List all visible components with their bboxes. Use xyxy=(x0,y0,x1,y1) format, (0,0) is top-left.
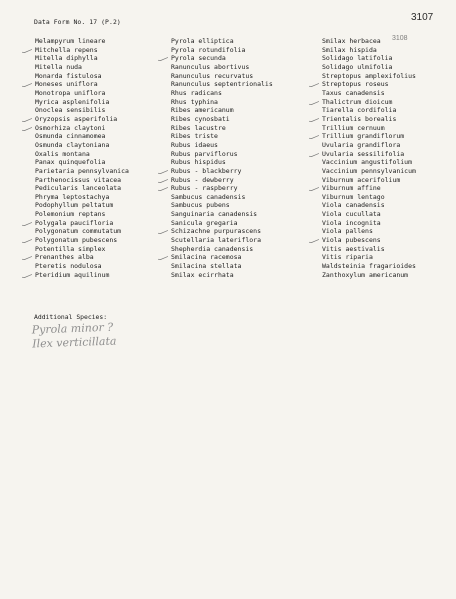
species-name: Polemonium reptans xyxy=(35,210,106,219)
species-name: Pteretis nodulosa xyxy=(35,262,102,271)
species-name: Waldsteinia fragarioides xyxy=(322,262,416,271)
species-name: Mitella diphylla xyxy=(35,54,98,63)
species-row xyxy=(171,37,273,46)
species-row xyxy=(171,54,273,63)
species-row xyxy=(322,63,416,72)
species-name: Sambucus pubens xyxy=(171,201,230,210)
species-name: Sanguinaria canadensis xyxy=(171,210,258,219)
species-name: Potentilla simplex xyxy=(35,244,106,253)
species-name: Ranunculus recurvatus xyxy=(171,71,254,80)
species-name: Myrica asplenifolia xyxy=(35,97,110,106)
species-name: Viburnum lentago xyxy=(322,192,385,201)
species-row xyxy=(322,141,416,150)
species-name: Vaccinium angustifolium xyxy=(322,158,413,167)
checkmark-icon xyxy=(22,83,32,87)
species-row xyxy=(322,72,416,81)
species-row xyxy=(322,158,416,167)
species-name: Rhus typhina xyxy=(171,97,218,106)
species-name: Ribes lacustre xyxy=(171,123,226,132)
species-row xyxy=(171,72,273,81)
species-name: Vitis riparia xyxy=(322,253,373,262)
species-name: Rubus parviflorus xyxy=(171,149,238,158)
species-name: Ribes triste xyxy=(171,132,218,141)
species-row xyxy=(171,132,273,141)
checkmark-icon xyxy=(158,57,168,61)
species-row xyxy=(35,72,129,81)
species-row xyxy=(35,219,129,228)
species-name: Sanicula gregaria xyxy=(171,218,238,227)
checkmark-icon xyxy=(22,127,32,131)
species-name: Rubus idaeus xyxy=(171,140,218,149)
species-row xyxy=(35,46,129,55)
species-name: Viola incognita xyxy=(322,218,381,227)
species-name: Solidago latifolia xyxy=(322,54,393,63)
species-name: Rubus - blackberry xyxy=(171,166,242,175)
species-name: Ribes cynosbati xyxy=(171,114,230,123)
species-name: Pyrola secunda xyxy=(171,54,226,63)
species-row xyxy=(322,98,416,107)
species-name: Viburnum affine xyxy=(322,184,381,193)
species-row xyxy=(171,271,273,280)
species-row xyxy=(35,115,129,124)
checkmark-icon xyxy=(158,170,168,174)
species-name: Prenanthes alba xyxy=(35,253,94,262)
species-name: Pedicularis lanceolata xyxy=(35,184,122,193)
species-row xyxy=(322,176,416,185)
species-name: Parthenocissus vitacea xyxy=(35,175,122,184)
species-name: Ranunculus septentrionalis xyxy=(171,80,273,89)
species-row xyxy=(171,167,273,176)
species-name: Viburnum acerifolium xyxy=(322,175,401,184)
species-row xyxy=(171,158,273,167)
species-row xyxy=(322,210,416,219)
species-name: Polygonatum pubescens xyxy=(35,236,118,245)
species-name: Shepherdia canadensis xyxy=(171,244,254,253)
species-row xyxy=(171,176,273,185)
species-name: Tiarella cordifolia xyxy=(322,106,397,115)
species-row xyxy=(322,80,416,89)
species-row xyxy=(35,245,129,254)
species-name: Monarda fistulosa xyxy=(35,71,102,80)
species-row xyxy=(171,115,273,124)
species-row xyxy=(322,271,416,280)
checkmark-icon xyxy=(158,256,168,260)
species-name: Ranunculus abortivus xyxy=(171,62,250,71)
species-row xyxy=(171,253,273,262)
checkmark-icon xyxy=(309,153,319,157)
species-row xyxy=(35,132,129,141)
species-row xyxy=(322,201,416,210)
species-row xyxy=(322,184,416,193)
checkmark-icon xyxy=(22,222,32,226)
species-name: Ribes americanum xyxy=(171,106,234,115)
checkmark-icon xyxy=(158,187,168,191)
checkmark-icon xyxy=(22,49,32,53)
species-name: Uvularia sessilifolia xyxy=(322,149,405,158)
species-name: Rubus - raspberry xyxy=(171,184,238,193)
species-row xyxy=(322,54,416,63)
species-name: Podophyllum peltatum xyxy=(35,201,114,210)
species-name: Osmunda cinnamomea xyxy=(35,132,106,141)
species-name: Onoclea sensibilis xyxy=(35,106,106,115)
species-name: Polygonatum commutatum xyxy=(35,227,122,236)
species-row xyxy=(35,227,129,236)
checkmark-icon xyxy=(22,256,32,260)
species-name: Phryma leptostachya xyxy=(35,192,110,201)
species-row xyxy=(322,219,416,228)
species-row xyxy=(171,184,273,193)
species-row xyxy=(35,184,129,193)
species-name: Viola canadensis xyxy=(322,201,385,210)
species-name: Monotropa uniflora xyxy=(35,88,106,97)
species-row xyxy=(35,89,129,98)
species-row xyxy=(322,262,416,271)
species-row xyxy=(171,219,273,228)
checkmark-icon xyxy=(309,135,319,139)
checkmark-icon xyxy=(309,83,319,87)
species-row xyxy=(171,46,273,55)
species-row xyxy=(171,80,273,89)
species-row xyxy=(322,253,416,262)
species-name: Rhus radicans xyxy=(171,88,222,97)
species-row xyxy=(171,150,273,159)
species-row xyxy=(171,210,273,219)
species-row xyxy=(171,63,273,72)
species-name: Pyrola rotundifolia xyxy=(171,45,246,54)
species-name: Pteridium aquilinum xyxy=(35,270,110,279)
species-name: Streptopus amplexifolius xyxy=(322,71,416,80)
species-name: Smilacina stellata xyxy=(171,262,242,271)
species-row xyxy=(171,141,273,150)
species-name: Smilax hispida xyxy=(322,45,377,54)
species-row xyxy=(35,236,129,245)
species-row xyxy=(35,167,129,176)
checkmark-icon xyxy=(158,179,168,183)
species-row xyxy=(35,271,129,280)
species-row xyxy=(35,253,129,262)
species-row xyxy=(35,124,129,133)
species-row xyxy=(35,98,129,107)
species-name: Osmunda claytoniana xyxy=(35,140,110,149)
additional-species-label: Additional Species: xyxy=(34,313,108,321)
species-column-2 xyxy=(171,37,273,279)
species-name: Oxalis montana xyxy=(35,149,90,158)
page-number: 3107 xyxy=(411,12,434,23)
checkmark-icon xyxy=(22,239,32,243)
species-name: Viola pubescens xyxy=(322,236,381,245)
species-name: Taxus canadensis xyxy=(322,88,385,97)
species-name: Panax quinquefolia xyxy=(35,158,106,167)
species-name: Streptopus roseus xyxy=(322,80,389,89)
species-name: Viola pallens xyxy=(322,227,373,236)
checkmark-icon xyxy=(22,118,32,122)
species-row xyxy=(35,176,129,185)
species-row xyxy=(35,37,129,46)
checkmark-icon xyxy=(158,230,168,234)
checkmark-icon xyxy=(309,239,319,243)
species-row xyxy=(35,80,129,89)
species-name: Pyrola elliptica xyxy=(171,37,234,45)
species-name: Mitella nuda xyxy=(35,62,82,71)
species-row xyxy=(171,245,273,254)
species-name: Moneses uniflora xyxy=(35,80,98,89)
species-name: Schizachne purpurascens xyxy=(171,227,262,236)
species-name: Zanthoxylum americanum xyxy=(322,270,409,279)
species-row xyxy=(171,193,273,202)
species-name: Osmorhiza claytoni xyxy=(35,123,106,132)
species-column-3 xyxy=(322,37,416,279)
species-name: Vitis aestivalis xyxy=(322,244,385,253)
species-row xyxy=(322,245,416,254)
checkmark-icon xyxy=(309,118,319,122)
species-row xyxy=(322,89,416,98)
species-row xyxy=(35,141,129,150)
species-row xyxy=(171,262,273,271)
species-row xyxy=(322,150,416,159)
species-row xyxy=(322,46,416,55)
species-row xyxy=(171,106,273,115)
species-row xyxy=(322,193,416,202)
species-name: Sambucus canadensis xyxy=(171,192,246,201)
species-row xyxy=(322,124,416,133)
species-row xyxy=(322,167,416,176)
species-name: Rubus - dewberry xyxy=(171,175,234,184)
species-row xyxy=(35,193,129,202)
species-row xyxy=(35,150,129,159)
species-name: Oryzopsis asperifolia xyxy=(35,114,118,123)
species-row xyxy=(322,236,416,245)
species-row xyxy=(35,262,129,271)
species-name: Scutellaria lateriflora xyxy=(171,236,262,245)
species-name: Thalictrum dioicum xyxy=(322,97,393,106)
species-row xyxy=(322,37,416,46)
species-row xyxy=(35,158,129,167)
species-name: Polygala paucifloria xyxy=(35,218,114,227)
species-row xyxy=(171,89,273,98)
species-row xyxy=(35,63,129,72)
handwritten-species-1: Pyrola minor ? xyxy=(31,320,114,337)
checkmark-icon xyxy=(309,101,319,105)
species-row xyxy=(171,98,273,107)
species-name: Vaccinium pennsylvanicum xyxy=(322,166,416,175)
species-row xyxy=(171,124,273,133)
species-name: Trillium grandiflorum xyxy=(322,132,405,141)
species-name: Trillium cernuum xyxy=(322,123,385,132)
page-stamp: 3108 xyxy=(392,35,408,42)
species-row xyxy=(322,115,416,124)
species-name: Melampyrum lineare xyxy=(35,37,106,45)
species-row xyxy=(322,106,416,115)
species-name: Mitchella repens xyxy=(35,45,98,54)
checkmark-icon xyxy=(22,274,32,278)
species-name: Parietaria pennsylvanica xyxy=(35,166,129,175)
species-name: Rubus hispidus xyxy=(171,158,226,167)
form-title: Data Form No. 17 (P.2) xyxy=(34,18,121,26)
checkmark-icon xyxy=(309,187,319,191)
species-name: Smilacina racemosa xyxy=(171,253,242,262)
species-row xyxy=(322,227,416,236)
species-row xyxy=(322,132,416,141)
species-name: Uvularia grandiflora xyxy=(322,140,401,149)
species-row xyxy=(35,210,129,219)
species-column-1 xyxy=(35,37,129,279)
species-name: Trientalis borealis xyxy=(322,114,397,123)
species-row xyxy=(171,227,273,236)
species-name: Smilax ecirrhata xyxy=(171,270,234,279)
species-name: Viola cucullata xyxy=(322,210,381,219)
species-name: Solidago ulmifolia xyxy=(322,62,393,71)
species-row xyxy=(35,54,129,63)
handwritten-species-2: Ilex verticillata xyxy=(32,334,117,351)
species-row xyxy=(171,201,273,210)
species-row xyxy=(35,201,129,210)
species-name: Smilax herbacea xyxy=(322,37,381,45)
species-row xyxy=(171,236,273,245)
species-row xyxy=(35,106,129,115)
handwritten-notes xyxy=(32,321,117,352)
